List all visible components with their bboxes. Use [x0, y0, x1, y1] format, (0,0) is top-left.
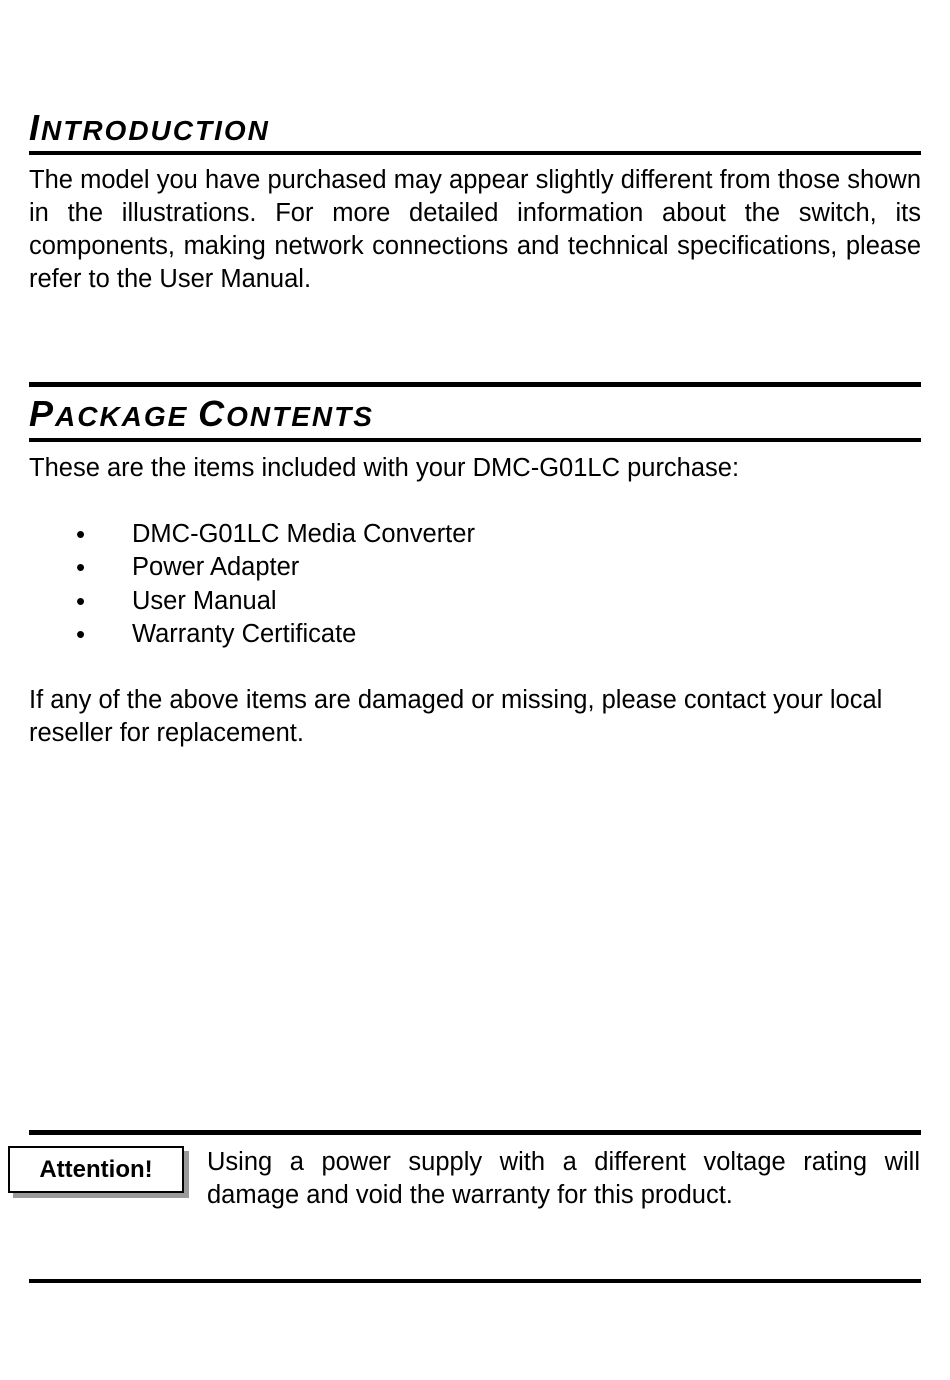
list-item [29, 618, 921, 651]
introduction-heading-initial: I [29, 107, 42, 148]
list-item-label: Power Adapter [132, 553, 300, 582]
introduction-paragraph: The model you have purchased may appear slightly different from those shown in the illustrations. For more detailed information about the switch, its components, making network connections and technical specifications, please refer to the User Manual. [29, 166, 921, 293]
package-heading-rest-ontents: ONTENTS [226, 401, 374, 432]
attention-text: Using a power supply with a different voltage rating will damage and void the warranty for this product. [207, 1148, 920, 1209]
package-contents-intro: These are the items included with your DMC-G01LC purchase: [29, 454, 740, 482]
bullet-icon: • [76, 519, 86, 549]
list-item-label: DMC-G01LC Media Converter [132, 520, 475, 548]
package-contents-top-rule [29, 382, 921, 387]
attention-label-box [8, 1146, 184, 1193]
bullet-icon: • [76, 618, 86, 649]
introduction-heading-rest: NTRODUCTION [41, 115, 270, 146]
introduction-rule [29, 151, 921, 155]
package-contents-list [29, 518, 921, 651]
package-heading-rest-ackage: ACKAGE [55, 401, 199, 432]
attention-bottom-rule [29, 1279, 921, 1283]
attention-top-rule [29, 1130, 921, 1135]
introduction-heading [29, 107, 921, 148]
package-heading-initial-c: C [198, 393, 227, 434]
list-item [29, 518, 921, 551]
package-contents-bottom-rule [29, 438, 921, 442]
package-contents-note: If any of the above items are damaged or missing, please contact your local reseller for replacement. [29, 686, 883, 747]
list-item [29, 551, 921, 584]
bullet-icon: • [76, 552, 86, 583]
list-item-label: Warranty Certificate [132, 619, 357, 648]
attention-label: Attention! [39, 1155, 153, 1183]
package-heading-initial-p: P [29, 393, 56, 434]
bullet-icon: • [76, 585, 86, 616]
list-item [29, 585, 921, 618]
package-contents-heading [29, 393, 921, 434]
list-item-label: User Manual [132, 586, 277, 615]
